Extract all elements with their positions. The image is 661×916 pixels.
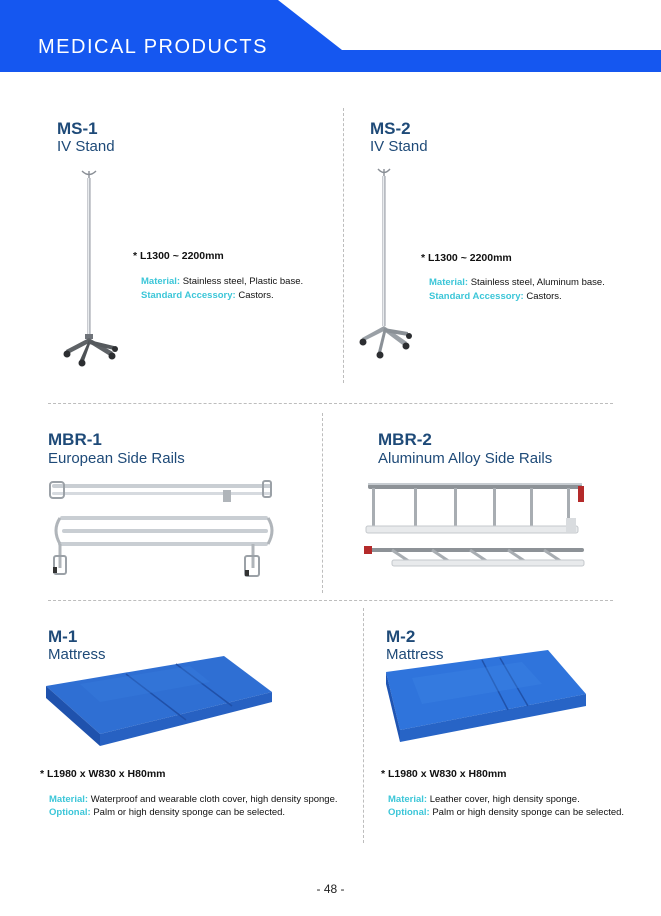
column-divider [343,108,344,383]
material-label: Material: [429,277,469,288]
material-label: Material: [141,276,181,287]
accessory-label: Standard Accessory: [141,290,236,301]
optional-value: Palm or high density sponge can be selected. [93,807,286,818]
ms2-spec: * L1300 ~ 2200mm [421,252,512,264]
ms1-name: IV Stand [57,138,115,155]
iv-stand-image [358,166,418,361]
mbr1-code: MBR-1 [48,430,102,449]
row-divider [48,403,613,404]
mattress-image [382,648,592,748]
material-value: Waterproof and wearable cloth cover, high density sponge. [90,794,338,805]
row-divider [48,600,613,601]
accessory-value: Castors. [238,290,274,301]
m2-material [388,794,580,805]
page-header [0,0,661,72]
material-value: Stainless steel, Plastic base. [182,276,304,287]
m2-code: M-2 [386,627,416,646]
optional-label: Optional: [388,807,430,818]
aluminum-side-rails-image [362,478,590,578]
ms1-spec: * L1300 ~ 2200mm [133,250,224,262]
accessory-value: Castors. [526,291,562,302]
ms2-accessory [429,291,562,302]
ms1-material [141,276,303,287]
m1-material [49,794,338,805]
mbr2-name: Aluminum Alloy Side Rails [378,450,553,467]
page-number: - 48 - [316,882,345,896]
m1-optional [49,807,285,818]
m1-spec: * L1980 x W830 x H80mm [40,768,166,780]
m1-name: Mattress [48,646,106,663]
material-value: Leather cover, high density sponge. [429,794,580,805]
optional-label: Optional: [49,807,91,818]
ms2-name: IV Stand [370,138,428,155]
m2-spec: * L1980 x W830 x H80mm [381,768,507,780]
ms2-code: MS-2 [370,119,411,138]
mbr2-code: MBR-2 [378,430,432,449]
ms1-code: MS-1 [57,119,98,138]
column-divider [322,413,323,593]
column-divider [363,608,364,843]
mbr1-name: European Side Rails [48,450,185,467]
ms2-material [429,277,605,288]
material-label: Material: [49,794,89,805]
header-title: MEDICAL PRODUCTS [38,36,268,58]
m2-optional [388,807,624,818]
optional-value: Palm or high density sponge can be selected. [432,807,625,818]
material-label: Material: [388,794,428,805]
m1-code: M-1 [48,627,78,646]
european-side-rails-image [48,478,278,583]
ms1-accessory [141,290,274,301]
m2-name: Mattress [386,646,444,663]
accessory-label: Standard Accessory: [429,291,524,302]
mattress-image [40,654,280,748]
iv-stand-image [62,168,132,373]
material-value: Stainless steel, Aluminum base. [470,277,605,288]
